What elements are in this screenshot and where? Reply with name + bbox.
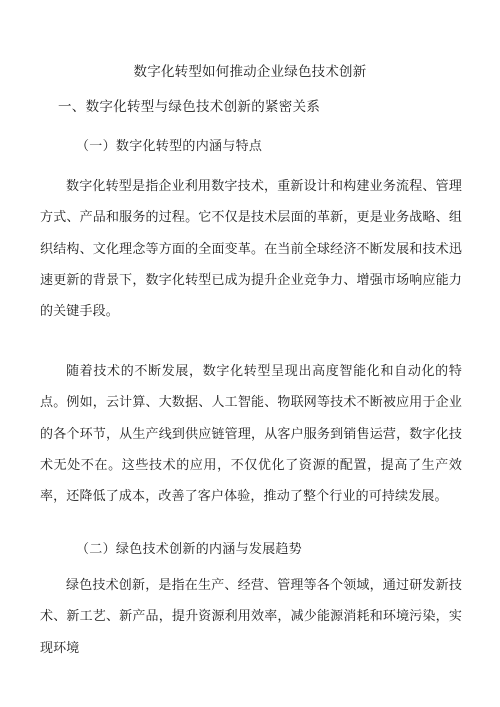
document-title: 数字化转型如何推动企业绿色技术创新 [133,64,367,80]
paragraph-1: 数字化转型是指企业利用数字技术，重新设计和构建业务流程、管理方式、产品和服务的过程。它不仅是技术层面的革新，更是业务战略、组织结构、文化理念等方面的全面变革。在当前全球经济不断发展和技术迅速更新的背景下，数字化转型已成为提升企业竞争力、增强市场响应能力的关键手段。 [40,179,462,320]
subsection-heading-1: （一）数字化转型的内涵与特点 [76,139,263,154]
paragraph-3: 绿色技术创新，是指在生产、经营、管理等各个领域，通过研发新技术、新工艺、新产品，提升资源利用效率，减少能源消耗和环境污染，实现环境 [40,578,462,656]
subsection-heading-2: （二）绿色技术创新的内涵与发展趋势 [76,542,303,557]
paragraph-2: 随着技术的不断发展，数字化转型呈现出高度智能化和自动化的特点。例如，云计算、大数据、人工智能、物联网等技术不断被应用于企业的各个环节，从生产线到供应链管理，从客户服务到销售运营，数字化技术无处不在。这些技术的应用，不仅优化了资源的配置，提高了生产效率，还降低了成本，改善了客户体验，推动了整个行业的可持续发展。 [40,364,462,505]
section-heading-1: 一、数字化转型与绿色技术创新的紧密关系 [58,99,321,115]
